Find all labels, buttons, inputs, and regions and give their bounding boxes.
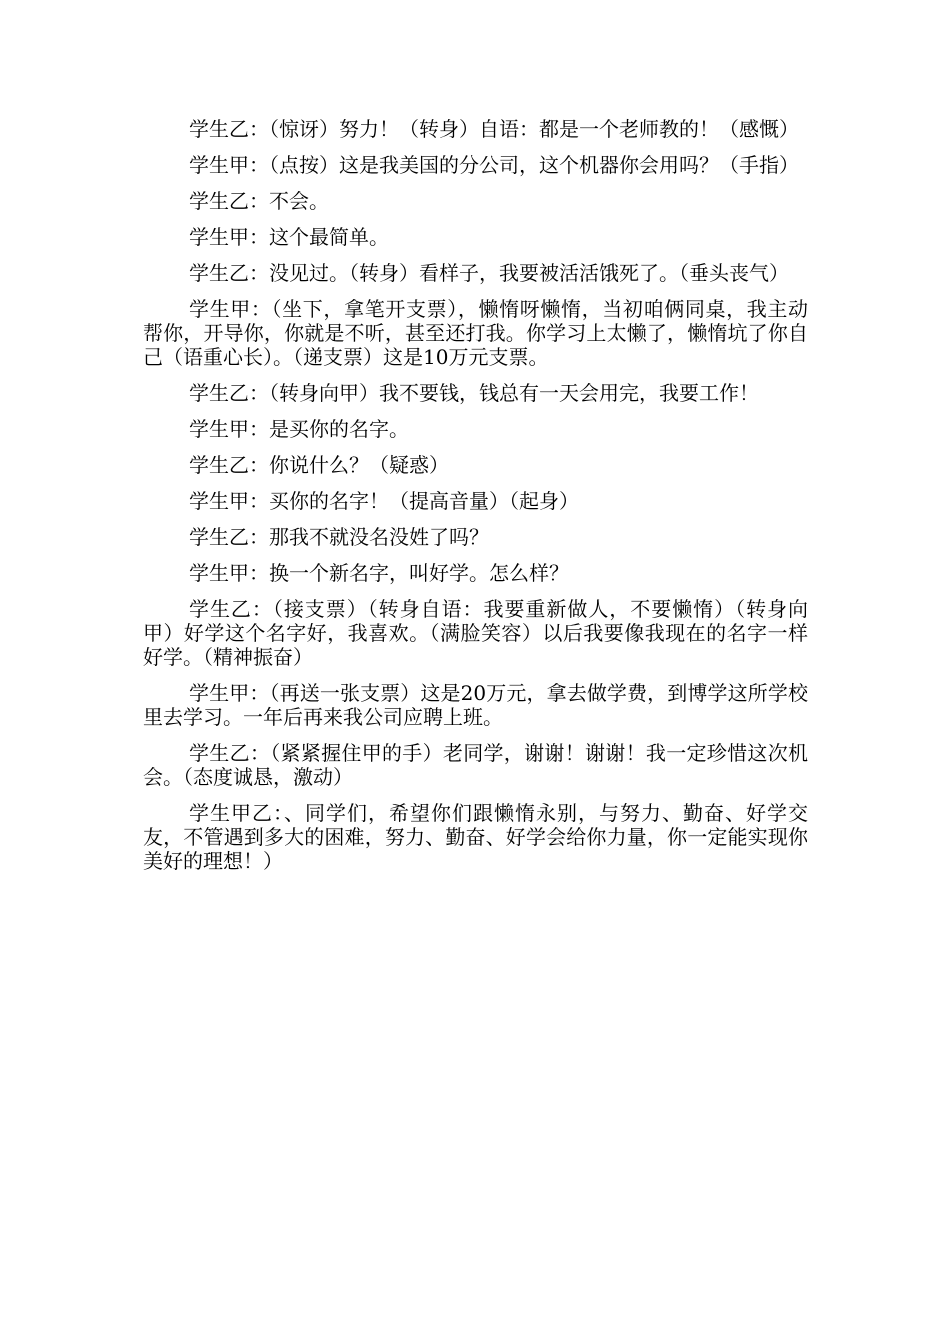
paragraph: 学生乙：你说什么？（疑惑） bbox=[189, 453, 449, 477]
paragraph: 学生甲：是买你的名字。 bbox=[189, 417, 409, 441]
document-body bbox=[143, 117, 808, 885]
paragraph: 学生乙：不会。 bbox=[189, 189, 329, 213]
paragraph: 学生乙：那我不就没名没姓了吗？ bbox=[189, 525, 489, 549]
paragraph: 学生乙：（转身向甲）我不要钱，钱总有一天会用完，我要工作！ bbox=[189, 381, 759, 405]
paragraph: 学生乙：没见过。（转身）看样子，我要被活活饿死了。（垂头丧气） bbox=[189, 261, 789, 285]
paragraph: 学生甲乙：、同学们，希望你们跟懒惰永别，与努力、勤奋、好学交友，不管遇到多大的困难，努力、勤奋、好学会给你力量，你一定能实现你美好的理想！） bbox=[143, 801, 808, 873]
paragraph: 学生乙：（惊讶）努力！（转身）自语：都是一个老师教的！（感慨） bbox=[189, 117, 799, 141]
paragraph: 学生乙：（紧紧握住甲的手）老同学，谢谢！谢谢！我一定珍惜这次机会。（态度诚恳，激动） bbox=[143, 741, 808, 789]
paragraph: 学生甲：买你的名字！（提高音量）（起身） bbox=[189, 489, 579, 513]
paragraph: 学生甲：（再送一张支票）这是20万元，拿去做学费，到博学这所学校里去学习。一年后再来我公司应聘上班。 bbox=[143, 681, 808, 729]
paragraph: 学生甲：（坐下，拿笔开支票），懒惰呀懒惰，当初咱俩同桌，我主动帮你，开导你，你就是不听，甚至还打我。你学习上太懒了，懒惰坑了你自己（语重心长）。（递支票）这是10万元支票。 bbox=[143, 297, 808, 369]
paragraph: 学生甲：（点按）这是我美国的分公司，这个机器你会用吗？（手指） bbox=[189, 153, 799, 177]
paragraph: 学生甲：这个最简单。 bbox=[189, 225, 389, 249]
paragraph: 学生甲：换一个新名字，叫好学。怎么样？ bbox=[189, 561, 569, 585]
paragraph: 学生乙：（接支票）（转身自语：我要重新做人，不要懒惰）（转身向甲）好学这个名字好，我喜欢。（满脸笑容）以后我要像我现在的名字一样好学。（精神振奋） bbox=[143, 597, 808, 669]
